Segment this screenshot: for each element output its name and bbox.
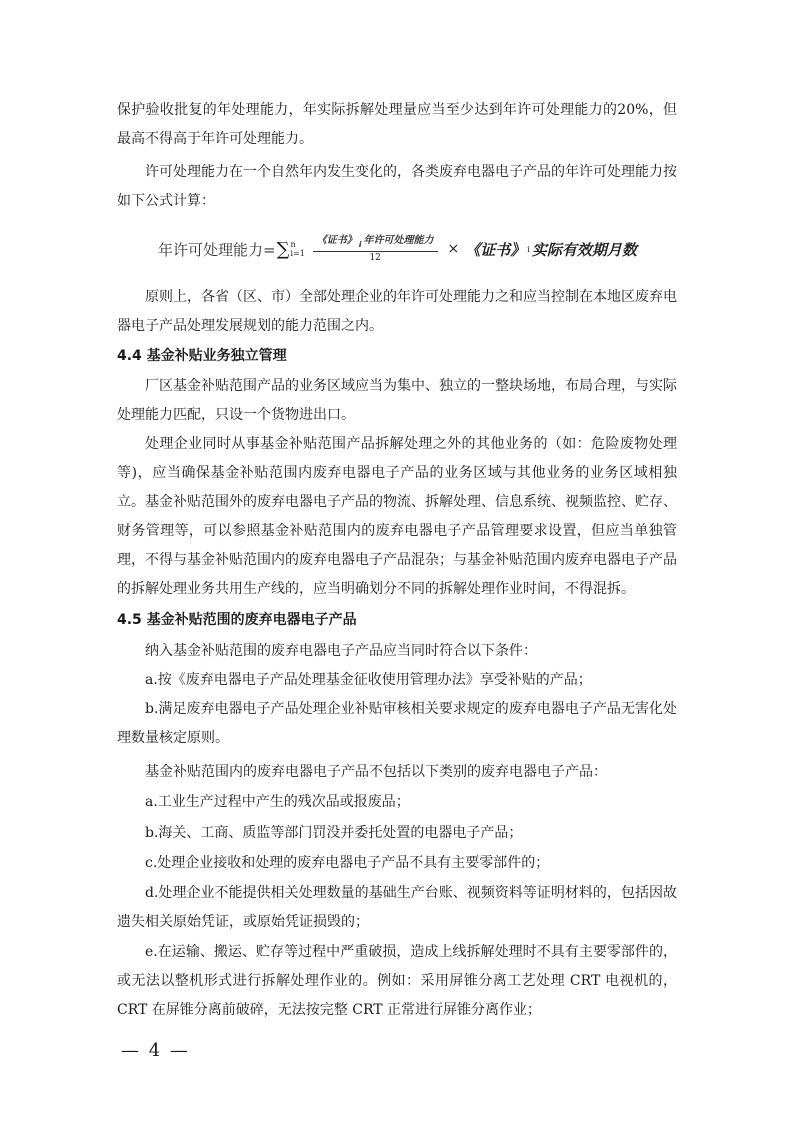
formula-denominator: 12 (369, 252, 381, 263)
formula-numerator-cert: 《证书》 (316, 234, 357, 246)
formula-tail: 实际有效期月数 (531, 240, 637, 259)
list-item-inclusion-b: b.满足废弃电器电子产品处理企业补贴审核相关要求规定的废弃电器电子产品无害化处理数量核定原则。 (117, 701, 677, 746)
formula-label: 年许可处理能力= (158, 240, 276, 259)
formula-numerator-sub: i (358, 239, 362, 249)
list-item-exclusion-a: a.工业生产过程中产生的残次品或报废品； (145, 794, 410, 810)
formula-lower-limit: i=1 (290, 249, 305, 258)
paragraph-capacity-limit: 保护验收批复的年处理能力，年实际拆解处理量应当至少达到年许可处理能力的20%，但最高不得高于年许可处理能力。 (117, 102, 677, 147)
formula-times: × (447, 241, 460, 257)
formula-cert-sub: i (527, 244, 530, 254)
formula-sigma: ∑ (276, 238, 290, 260)
paragraph-provincial-principle: 原则上，各省（区、市）全部处理企业的年许可处理能力之和应当控制在本地区废弃电器电子产品处理发展规划的能力范围之内。 (117, 289, 677, 334)
paragraph-business-area: 厂区基金补贴范围产品的业务区域应当为集中、独立的一整块场地，布局合理，与实际处理能力匹配，只设一个货物进出口。 (117, 378, 677, 423)
list-item-exclusion-b: b.海关、工商、质监等部门罚没并委托处置的电器电子产品； (145, 825, 523, 841)
paragraph-exclusions-intro: 基金补贴范围内的废弃电器电子产品不包括以下类别的废弃电器电子产品： (145, 764, 607, 780)
formula-limits (290, 240, 304, 258)
list-item-exclusion-d: d.处理企业不能提供相关处理数量的基础生产台账、视频资料等证明材料的，包括因故遗失相关原始凭证，或原始凭证损毁的； (117, 885, 677, 930)
paragraph-formula-intro: 许可处理能力在一个自然年内发生变化的，各类废弃电器电子产品的年许可处理能力按如下公式计算： (117, 164, 677, 209)
page-number: — 4 — (121, 1040, 190, 1061)
list-item-exclusion-e: e.在运输、搬运、贮存等过程中严重破损，造成上线拆解处理时不具有主要零部件的，或无法以整机形式进行拆解处理作业的。例如：采用屏锥分离工艺处理 CRT 电视机的，CRT 在屏锥分离前破碎，无法按完整 CRT 正常进行屏锥分离作业； (117, 944, 677, 1018)
formula-cert: 《证书》 (465, 240, 526, 259)
formula-upper-limit: n (290, 240, 296, 249)
formula-numerator-text: 年许可处理能力 (363, 234, 434, 246)
formula-numerator (313, 235, 438, 251)
heading-4-4: 4.4 基金补贴业务独立管理 (117, 348, 287, 364)
list-item-exclusion-c: c.处理企业接收和处理的废弃电器电子产品不具有主要零部件的； (145, 855, 550, 871)
paragraph-other-business: 处理企业同时从事基金补贴范围产品拆解处理之外的其他业务的（如：危险废物处理等)，应当确保基金补贴范围内废弃电器电子产品的业务区域与其他业务的业务区域相独立。 (117, 436, 677, 510)
paragraph-inclusion-conditions: 纳入基金补贴范围的废弃电器电子产品应当同时符合以下条件： (145, 643, 537, 659)
paragraph-out-of-scope-management: 基金补贴范围外的废弃电器电子产品的物流、拆解处理、信息系统、视频监控、贮存、财务管理等，可以参照基金补贴范围内的废弃电器电子产品管理要求设置，但应当单独管理，不得与基金补贴范围内的废弃电器电子产品混杂；与基金补贴范围内废弃电器电子产品的拆解处理业务共用生产线的，应当明确划分不同的拆解处理作业时间，不得混拆。 (117, 494, 677, 597)
list-item-inclusion-a: a.按《废弃电器电子产品处理基金征收使用管理办法》享受补贴的产品； (145, 672, 592, 688)
heading-4-5: 4.5 基金补贴范围的废弃电器电子产品 (117, 612, 357, 628)
formula-fraction (313, 235, 438, 264)
capacity-formula (158, 232, 637, 266)
